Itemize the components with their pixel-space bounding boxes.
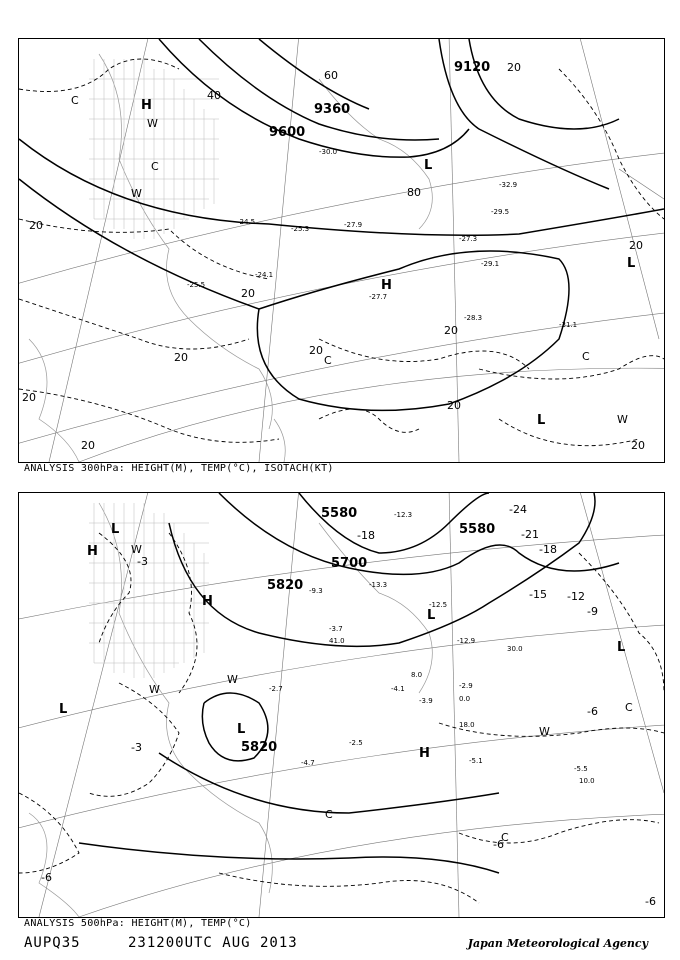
cold-mark: C [501,831,509,844]
station-value: -12.5 [429,601,448,609]
temp-value: -24.1 [255,271,274,279]
station-value: -9.3 [309,587,323,595]
isotach-label: 40 [207,89,221,102]
isotherm-label: -6 [587,705,598,718]
agency-name: Japan Meteorological Agency [467,937,648,950]
warm-mark: W [147,117,158,130]
caption-500hpa: ANALYSIS 500hPa: HEIGHT(M), TEMP(°C) [24,918,252,929]
station-value: -5.5 [574,765,588,773]
isotherm-label: -15 [529,588,547,601]
coastlines [29,54,432,462]
height-label: 5580 [321,506,358,521]
station-value: 41.0 [329,637,345,645]
height-label: 9120 [454,60,491,75]
high-center: H [141,98,152,113]
station-value: -13.3 [369,581,388,589]
isotach-label: 20 [29,219,43,232]
high-center: H [87,544,98,559]
high-center: H [381,278,392,293]
high-center: H [202,594,213,609]
temp-value: -31.1 [559,321,578,329]
chart-code: AUPQ35 [24,935,81,951]
warm-mark: W [617,413,628,426]
isotach-label: 20 [81,439,95,452]
station-value: 8.0 [411,671,423,679]
station-value: 0.0 [459,695,471,703]
cold-mark: C [625,701,633,714]
isotherm-label: -21 [521,528,539,541]
isotherm-label: -18 [539,543,557,556]
isotherm-label: -9 [587,605,598,618]
map-300hpa-canvas [19,39,664,462]
temp-value: -27.7 [369,293,388,301]
low-center: L [617,640,626,655]
temp-value: -25.3 [291,225,310,233]
valid-time: 231200UTC AUG 2013 [128,935,298,951]
station-value: -5.1 [469,757,483,765]
isotherm-label: -6 [41,871,52,884]
height-label: 5700 [331,556,368,571]
isotach-label: 80 [407,186,421,199]
cold-mark: C [71,94,79,107]
isotherm-label: -12 [567,590,585,603]
wind-marks [71,94,628,426]
isotach-label: 20 [629,239,643,252]
station-value: 10.0 [579,777,595,785]
cold-mark: C [582,350,590,363]
isotherm-label: -6 [645,895,656,908]
station-value: -2.7 [269,685,283,693]
cold-mark: C [151,160,159,173]
isotach-label: 20 [174,351,188,364]
warm-mark: W [149,683,160,696]
isotherm-label: -18 [357,529,375,542]
isotach-label: 20 [447,399,461,412]
warm-mark: W [131,543,142,556]
temp-value: -29.5 [491,208,510,216]
height-label: 9360 [314,102,351,117]
isotherm-label: -24 [509,503,527,516]
temp-values [187,148,577,329]
station-value: -3.7 [329,625,343,633]
station-value: -4.7 [301,759,315,767]
temp-value: -30.0 [319,148,338,156]
warm-mark: W [227,673,238,686]
isotach-label: 20 [507,61,521,74]
temp-value: -32.9 [499,181,518,189]
station-value: -2.9 [459,682,473,690]
height-labels [241,506,495,755]
isotach-label: 20 [444,324,458,337]
temp-value: -29.1 [481,260,500,268]
isotherm-label: -6 [493,838,504,851]
isotach-label: 20 [22,391,36,404]
cold-mark: C [324,354,332,367]
station-value: 18.0 [459,721,475,729]
temp-value: -27.3 [459,235,478,243]
temp-value: -27.9 [344,221,363,229]
coastlines [29,503,432,917]
high-center: H [419,746,430,761]
height-label: 5580 [459,522,496,537]
plateau-hatch [89,59,219,239]
warm-mark: W [539,725,550,738]
low-center: L [111,522,120,537]
station-value: 30.0 [507,645,523,653]
isotherm-label: -3 [137,555,148,568]
temp-value: -24.5 [237,218,256,226]
height-label: 5820 [241,740,278,755]
low-center: L [237,722,246,737]
station-value: -12.3 [394,511,413,519]
isotach-label: 20 [309,344,323,357]
temp-value: -25.5 [187,281,206,289]
map-500hpa-canvas [19,493,664,917]
low-center: L [427,608,436,623]
isotach-label: 60 [324,69,338,82]
station-value: -12.9 [457,637,476,645]
warm-mark: W [131,187,142,200]
station-value: -3.9 [419,697,433,705]
station-value: -4.1 [391,685,405,693]
isotherms [19,59,664,446]
map-300hpa [18,38,665,463]
isotach-label: 20 [631,439,645,452]
low-center: L [537,413,546,428]
height-label: 9600 [269,125,306,140]
low-center: L [424,158,433,173]
height-contours [79,493,619,873]
isotherm-label: -3 [131,741,142,754]
cold-mark: C [325,808,333,821]
map-500hpa [18,492,665,918]
height-label: 5820 [267,578,304,593]
station-value: -2.5 [349,739,363,747]
pressure-centers [141,98,635,428]
height-contours [19,39,664,410]
low-center: L [59,702,68,717]
isotach-label: 20 [241,287,255,300]
caption-300hpa: ANALYSIS 300hPa: HEIGHT(M), TEMP(°C), ISOTACH(KT) [24,463,334,474]
low-center: L [627,256,636,271]
temp-value: -28.3 [464,314,483,322]
